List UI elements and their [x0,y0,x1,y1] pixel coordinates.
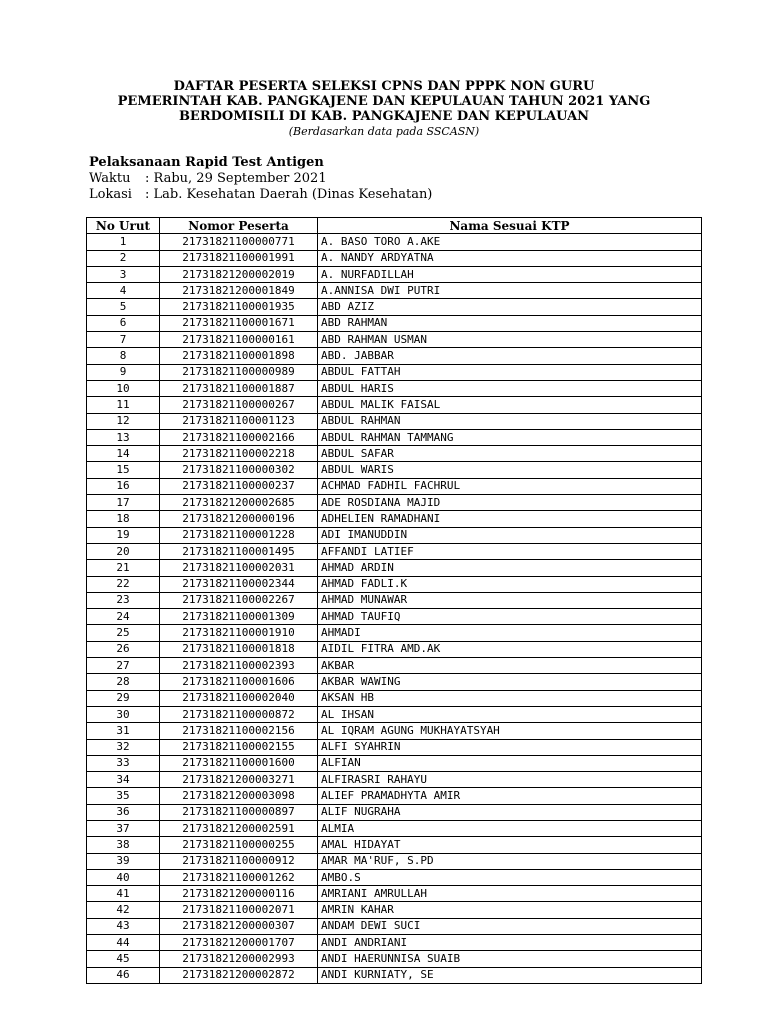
table-row [87,234,702,250]
participant-name: ABDUL SAFAR [318,446,702,462]
participant-name: AMAL HIDAYAT [318,837,702,853]
participant-number: 21731821100002031 [160,560,318,576]
table-row [87,560,702,576]
table-row [87,804,702,820]
row-number: 9 [87,364,160,380]
participant-name: ABDUL RAHMAN [318,413,702,429]
participant-name: ALFIRASRI RAHAYU [318,772,702,788]
participant-number: 21731821100001495 [160,543,318,559]
row-number: 27 [87,658,160,674]
table-row [87,266,702,282]
participant-number: 21731821100000989 [160,364,318,380]
table-row [87,299,702,315]
row-number: 33 [87,755,160,771]
table-row [87,951,702,967]
row-number: 32 [87,739,160,755]
column-header-no-urut: No Urut [87,218,160,234]
participant-name: AHMAD TAUFIQ [318,609,702,625]
participant-number: 21731821100001262 [160,869,318,885]
column-header-nama: Nama Sesuai KTP [318,218,702,234]
row-number: 30 [87,706,160,722]
row-number: 23 [87,592,160,608]
row-number: 15 [87,462,160,478]
row-number: 45 [87,951,160,967]
row-number: 39 [87,853,160,869]
table-header-row [87,218,702,234]
row-number: 38 [87,837,160,853]
participant-name: AIDIL FITRA AMD.AK [318,641,702,657]
participant-name: AFFANDI LATIEF [318,543,702,559]
participant-name: ADHELIEN RAMADHANI [318,511,702,527]
row-number: 31 [87,723,160,739]
row-number: 21 [87,560,160,576]
row-number: 24 [87,609,160,625]
participant-number: 21731821100001818 [160,641,318,657]
participant-number: 21731821100001910 [160,625,318,641]
table-row [87,348,702,364]
document-title-line-1: DAFTAR PESERTA SELEKSI CPNS DAN PPPK NON GURU [173,79,595,94]
participant-name: AMRIN KAHAR [318,902,702,918]
participant-number: 21731821100001991 [160,250,318,266]
participant-name: ANDI HAERUNNISA SUAIB [318,951,702,967]
row-number: 11 [87,397,160,413]
participant-name: ABDUL FATTAH [318,364,702,380]
participant-name: A. BASO TORO A.AKE [318,234,702,250]
participant-number: 21731821200002019 [160,266,318,282]
participant-number: 21731821100000771 [160,234,318,250]
participant-number: 21731821100002218 [160,446,318,462]
table-row [87,658,702,674]
table-row [87,820,702,836]
schedule-time-value: : Rabu, 29 September 2021 [145,171,327,186]
table-row [87,315,702,331]
table-row [87,935,702,951]
row-number: 37 [87,820,160,836]
table-row [87,723,702,739]
row-number: 34 [87,772,160,788]
row-number: 41 [87,886,160,902]
participant-number: 21731821100002071 [160,902,318,918]
table-row [87,837,702,853]
participant-number: 21731821100000302 [160,462,318,478]
participant-number: 21731821100001935 [160,299,318,315]
table-row [87,755,702,771]
document-title-line-2: PEMERINTAH KAB. PANGKAJENE DAN KEPULAUAN TAHUN 2021 YANG [117,94,651,109]
participant-name: ABD RAHMAN [318,315,702,331]
participant-name: AMAR MA'RUF, S.PD [318,853,702,869]
participant-number: 21731821100002344 [160,576,318,592]
row-number: 19 [87,527,160,543]
participant-name: ABD. JABBAR [318,348,702,364]
table-row [87,527,702,543]
table-row [87,543,702,559]
document-subtitle: (Berdasarkan data pada SSCASN) [288,125,480,138]
table-row [87,446,702,462]
table-row [87,576,702,592]
row-number: 40 [87,869,160,885]
participant-number: 21731821200003271 [160,772,318,788]
participant-name: A. NANDY ARDYATNA [318,250,702,266]
row-number: 29 [87,690,160,706]
row-number: 14 [87,446,160,462]
participant-name: ANDAM DEWI SUCI [318,918,702,934]
participant-name: ADE ROSDIANA MAJID [318,495,702,511]
participant-number: 21731821200001707 [160,935,318,951]
row-number: 18 [87,511,160,527]
participant-number: 21731821200002591 [160,820,318,836]
table-row [87,739,702,755]
participant-name: ABDUL MALIK FAISAL [318,397,702,413]
participant-number: 21731821100002040 [160,690,318,706]
document-title-line-3: BERDOMISILI DI KAB. PANGKAJENE DAN KEPULAUAN [178,109,590,124]
table-row [87,690,702,706]
participant-name: ALIF NUGRAHA [318,804,702,820]
row-number: 3 [87,266,160,282]
row-number: 35 [87,788,160,804]
participant-name: AHMADI [318,625,702,641]
table-row [87,397,702,413]
participant-number: 21731821200002872 [160,967,318,983]
participant-name: AMRIANI AMRULLAH [318,886,702,902]
participant-number: 21731821100002267 [160,592,318,608]
participant-number: 21731821100000161 [160,332,318,348]
table-body [87,234,702,984]
table-row [87,625,702,641]
schedule-time-label: Waktu [89,171,131,186]
participant-number: 21731821100000237 [160,478,318,494]
table-row [87,592,702,608]
table-row [87,332,702,348]
participant-number: 21731821100001606 [160,674,318,690]
table-row [87,609,702,625]
participant-number: 21731821100001309 [160,609,318,625]
schedule-location-row [89,187,432,203]
participant-number: 21731821100001123 [160,413,318,429]
participant-name: AMBO.S [318,869,702,885]
table-row [87,967,702,983]
participant-name: ANDI ANDRIANI [318,935,702,951]
participant-number: 21731821100000897 [160,804,318,820]
participant-name: ABDUL HARIS [318,380,702,396]
table-row [87,886,702,902]
row-number: 42 [87,902,160,918]
participant-name: ALFIAN [318,755,702,771]
row-number: 1 [87,234,160,250]
participant-name: AKSAN HB [318,690,702,706]
participant-name: ALFI SYAHRIN [318,739,702,755]
schedule-location-value: : Lab. Kesehatan Daerah (Dinas Kesehatan) [145,187,433,202]
participant-number: 21731821200000196 [160,511,318,527]
table-row [87,674,702,690]
row-number: 17 [87,495,160,511]
participant-number: 21731821100002393 [160,658,318,674]
table-row [87,641,702,657]
participant-number: 21731821200000307 [160,918,318,934]
row-number: 43 [87,918,160,934]
row-number: 8 [87,348,160,364]
table-row [87,869,702,885]
participant-name: ALMIA [318,820,702,836]
participant-name: AHMAD ARDIN [318,560,702,576]
row-number: 13 [87,429,160,445]
participant-name: ABD RAHMAN USMAN [318,332,702,348]
participant-number: 21731821100002155 [160,739,318,755]
row-number: 16 [87,478,160,494]
participant-number: 21731821100001600 [160,755,318,771]
row-number: 5 [87,299,160,315]
row-number: 12 [87,413,160,429]
table-row [87,772,702,788]
participant-number: 21731821100002166 [160,429,318,445]
participant-name: AL IQRAM AGUNG MUKHAYATSYAH [318,723,702,739]
table-row [87,495,702,511]
row-number: 2 [87,250,160,266]
participant-number: 21731821100002156 [160,723,318,739]
column-header-nomor-peserta: Nomor Peserta [160,218,318,234]
row-number: 26 [87,641,160,657]
row-number: 36 [87,804,160,820]
row-number: 25 [87,625,160,641]
schedule-time-row [89,171,327,187]
table-row [87,706,702,722]
table-row [87,380,702,396]
table-row [87,511,702,527]
row-number: 6 [87,315,160,331]
participant-name: ANDI KURNIATY, SE [318,967,702,983]
table-row [87,853,702,869]
participant-number: 21731821100000872 [160,706,318,722]
participant-number: 21731821100001887 [160,380,318,396]
participant-number: 21731821200001849 [160,283,318,299]
table-row [87,283,702,299]
table-row [87,918,702,934]
participant-number: 21731821200003098 [160,788,318,804]
participant-table [86,217,702,984]
participant-number: 21731821100000912 [160,853,318,869]
participant-number: 21731821200002685 [160,495,318,511]
participant-name: ADI IMANUDDIN [318,527,702,543]
table-row [87,788,702,804]
participant-number: 21731821100001898 [160,348,318,364]
table-row [87,462,702,478]
row-number: 44 [87,935,160,951]
participant-number: 21731821100000255 [160,837,318,853]
participant-name: AKBAR WAWING [318,674,702,690]
row-number: 10 [87,380,160,396]
participant-name: ABDUL RAHMAN TAMMANG [318,429,702,445]
participant-number: 21731821200002993 [160,951,318,967]
participant-name: ABD AZIZ [318,299,702,315]
table-row [87,413,702,429]
participant-number: 21731821100000267 [160,397,318,413]
row-number: 22 [87,576,160,592]
participant-name: AHMAD FADLI.K [318,576,702,592]
schedule-location-label: Lokasi [89,187,132,202]
table-row [87,429,702,445]
participant-number: 21731821100001671 [160,315,318,331]
row-number: 4 [87,283,160,299]
participant-name: AL IHSAN [318,706,702,722]
table-row [87,250,702,266]
table-row [87,364,702,380]
participant-number: 21731821200000116 [160,886,318,902]
row-number: 7 [87,332,160,348]
row-number: 20 [87,543,160,559]
participant-name: AHMAD MUNAWAR [318,592,702,608]
participant-number: 21731821100001228 [160,527,318,543]
row-number: 28 [87,674,160,690]
table-row [87,478,702,494]
table-row [87,902,702,918]
participant-name: A. NURFADILLAH [318,266,702,282]
participant-name: AKBAR [318,658,702,674]
row-number: 46 [87,967,160,983]
participant-name: ACHMAD FADHIL FACHRUL [318,478,702,494]
participant-name: A.ANNISA DWI PUTRI [318,283,702,299]
participant-name: ABDUL WARIS [318,462,702,478]
schedule-heading: Pelaksanaan Rapid Test Antigen [89,155,324,170]
participant-name: ALIEF PRAMADHYTA AMIR [318,788,702,804]
